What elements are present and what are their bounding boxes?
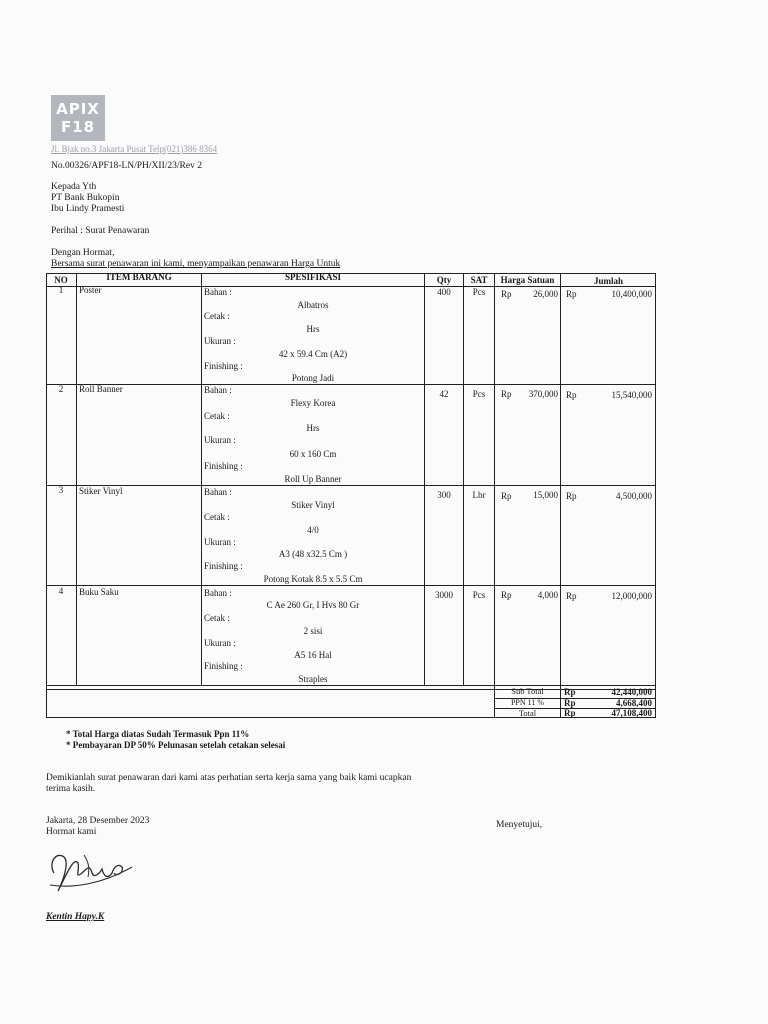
item-name: Poster: [79, 285, 102, 295]
spec-label-bahan: Bahan :: [204, 287, 232, 297]
subtotal-currency: Rp: [564, 687, 576, 697]
signatory-name: Kentin Hapy.K: [46, 912, 105, 922]
header-sat: SAT: [470, 275, 488, 285]
spec-finishing: Potong Kotak 8.5 x 5.5 Cm: [263, 574, 363, 584]
spec-label-finishing: Finishing :: [204, 561, 243, 571]
spec-cetak: 4/0: [307, 525, 319, 535]
regards: Hormat kami: [46, 827, 97, 837]
spec-label-ukuran: Ukuran :: [204, 638, 236, 648]
greeting: Dengan Hormat,: [51, 248, 115, 258]
company-address: Jl. Bjak no.3 Jakarta Pusat Telp(021)386 8364: [51, 144, 218, 154]
spec-bahan: Flexy Korea: [290, 398, 336, 408]
line-total: 10,400,000: [611, 289, 652, 299]
spec-label-ukuran: Ukuran :: [204, 336, 236, 346]
header-price: Harga Satuan: [500, 275, 555, 285]
spec-label-bahan: Bahan :: [204, 487, 232, 497]
spec-bahan: Albatros: [297, 300, 329, 310]
row-number: 2: [58, 384, 64, 394]
spec-label-ukuran: Ukuran :: [204, 537, 236, 547]
quotation-table: [46, 273, 656, 718]
header-no: NO: [54, 275, 68, 285]
price-currency: Rp: [501, 590, 512, 600]
closing-text-line-2: terima kasih.: [46, 784, 96, 794]
closing-text-line-1: Demikianlah surat penawaran dari kami atas perhatian serta kerja sama yang baik kami ucapkan: [46, 773, 412, 783]
unit-price: 15,000: [533, 490, 558, 500]
spec-label-bahan: Bahan :: [204, 385, 232, 395]
ppn-currency: Rp: [564, 698, 576, 708]
item-name: Buku Saku: [79, 587, 119, 597]
place-date: Jakarta, 28 Desember 2023: [46, 816, 150, 826]
spec-ukuran: 60 x 160 Cm: [289, 449, 337, 459]
spec-label-cetak: Cetak :: [204, 512, 230, 522]
total-currency: Rp: [566, 591, 577, 601]
spec-ukuran: A3 (48 x32.5 Cm ): [278, 549, 348, 559]
company-logo: [51, 95, 105, 141]
spec-cetak: 2 sisi: [303, 626, 323, 636]
spec-label-bahan: Bahan :: [204, 588, 232, 598]
letter-subject: Perihal : Surat Penawaran: [51, 226, 150, 236]
qty: 42: [439, 389, 449, 399]
item-name: Roll Banner: [79, 384, 123, 394]
unit: Pcs: [472, 389, 486, 399]
row-number: 3: [58, 485, 64, 495]
spec-cetak: Hrs: [306, 423, 320, 433]
ppn-label: PPN 11 %: [510, 698, 545, 707]
total-currency: Rp: [566, 491, 577, 501]
logo-line-2: F18: [60, 118, 96, 136]
handwritten-signature: [44, 843, 144, 903]
total-currency: Rp: [566, 289, 577, 299]
item-name: Stiker Vinyl: [79, 486, 123, 496]
row-number: 1: [58, 285, 64, 295]
note-payment: * Pembayaran DP 50% Pelunasan setelah cetakan selesai: [66, 740, 286, 750]
recipient-person: Ibu Lindy Pramesti: [51, 204, 125, 214]
spec-cetak: Hrs: [306, 324, 320, 334]
subtotal-label: Sub Total: [511, 686, 544, 696]
price-currency: Rp: [501, 289, 512, 299]
note-tax: * Total Harga diatas Sudah Termasuk Ppn 11%: [66, 729, 250, 739]
line-total: 12,000,000: [611, 591, 652, 601]
price-currency: Rp: [501, 389, 512, 399]
spec-label-cetak: Cetak :: [204, 411, 230, 421]
grand-total-label: Total: [518, 708, 537, 718]
spec-finishing: Roll Up Banner: [284, 474, 342, 484]
unit-price: 26,000: [533, 289, 558, 299]
header-spec: SPESIFIKASI: [284, 272, 342, 282]
price-currency: Rp: [501, 491, 512, 501]
spec-ukuran: 42 x 59.4 Cm (A2): [278, 349, 348, 359]
ppn-value: 4,668,400: [616, 698, 652, 708]
spec-label-cetak: Cetak :: [204, 613, 230, 623]
line-total: 4,500,000: [616, 491, 652, 501]
row-number: 4: [58, 586, 64, 596]
unit-price: 4,000: [537, 590, 558, 600]
approval-label: Menyetujui,: [496, 820, 543, 830]
subtotal-value: 42,440,000: [611, 687, 652, 697]
header-item: ITEM BARANG: [106, 272, 172, 282]
logo-line-1: APIX: [56, 100, 100, 118]
recipient-salutation: Kepada Yth: [51, 182, 97, 192]
spec-label-cetak: Cetak :: [204, 311, 230, 321]
spec-bahan: C Ae 260 Gr, I Hvs 80 Gr: [266, 600, 360, 610]
intro-text: Bersama surat penawaran ini kami, menyampaikan penawaran Harga Untuk: [51, 259, 341, 269]
spec-label-finishing: Finishing :: [204, 461, 243, 471]
spec-label-ukuran: Ukuran :: [204, 435, 236, 445]
letter-number: No.00326/APF18-LN/PH/XII/23/Rev 2: [51, 161, 202, 171]
recipient-company: PT Bank Bukopin: [51, 193, 120, 203]
unit: Pcs: [472, 287, 486, 297]
grand-total-currency: Rp: [564, 708, 576, 718]
spec-ukuran: A5 16 Hal: [294, 650, 332, 660]
unit: Lbr: [472, 490, 486, 500]
unit: Pcs: [472, 590, 486, 600]
spec-finishing: Straples: [298, 674, 328, 684]
qty: 400: [437, 287, 451, 297]
total-currency: Rp: [566, 390, 577, 400]
header-qty: Qty: [436, 275, 452, 285]
qty: 300: [437, 490, 451, 500]
spec-label-finishing: Finishing :: [204, 361, 243, 371]
spec-label-finishing: Finishing :: [204, 661, 243, 671]
grand-total-value: 47,108,400: [611, 708, 652, 718]
qty: 3000: [435, 590, 453, 600]
line-total: 15,540,000: [611, 390, 652, 400]
spec-bahan: Stiker Vinyl: [291, 500, 335, 510]
spec-finishing: Potong Jadi: [291, 373, 335, 383]
header-total: Jumlah: [593, 276, 623, 286]
unit-price: 370,000: [528, 389, 558, 399]
